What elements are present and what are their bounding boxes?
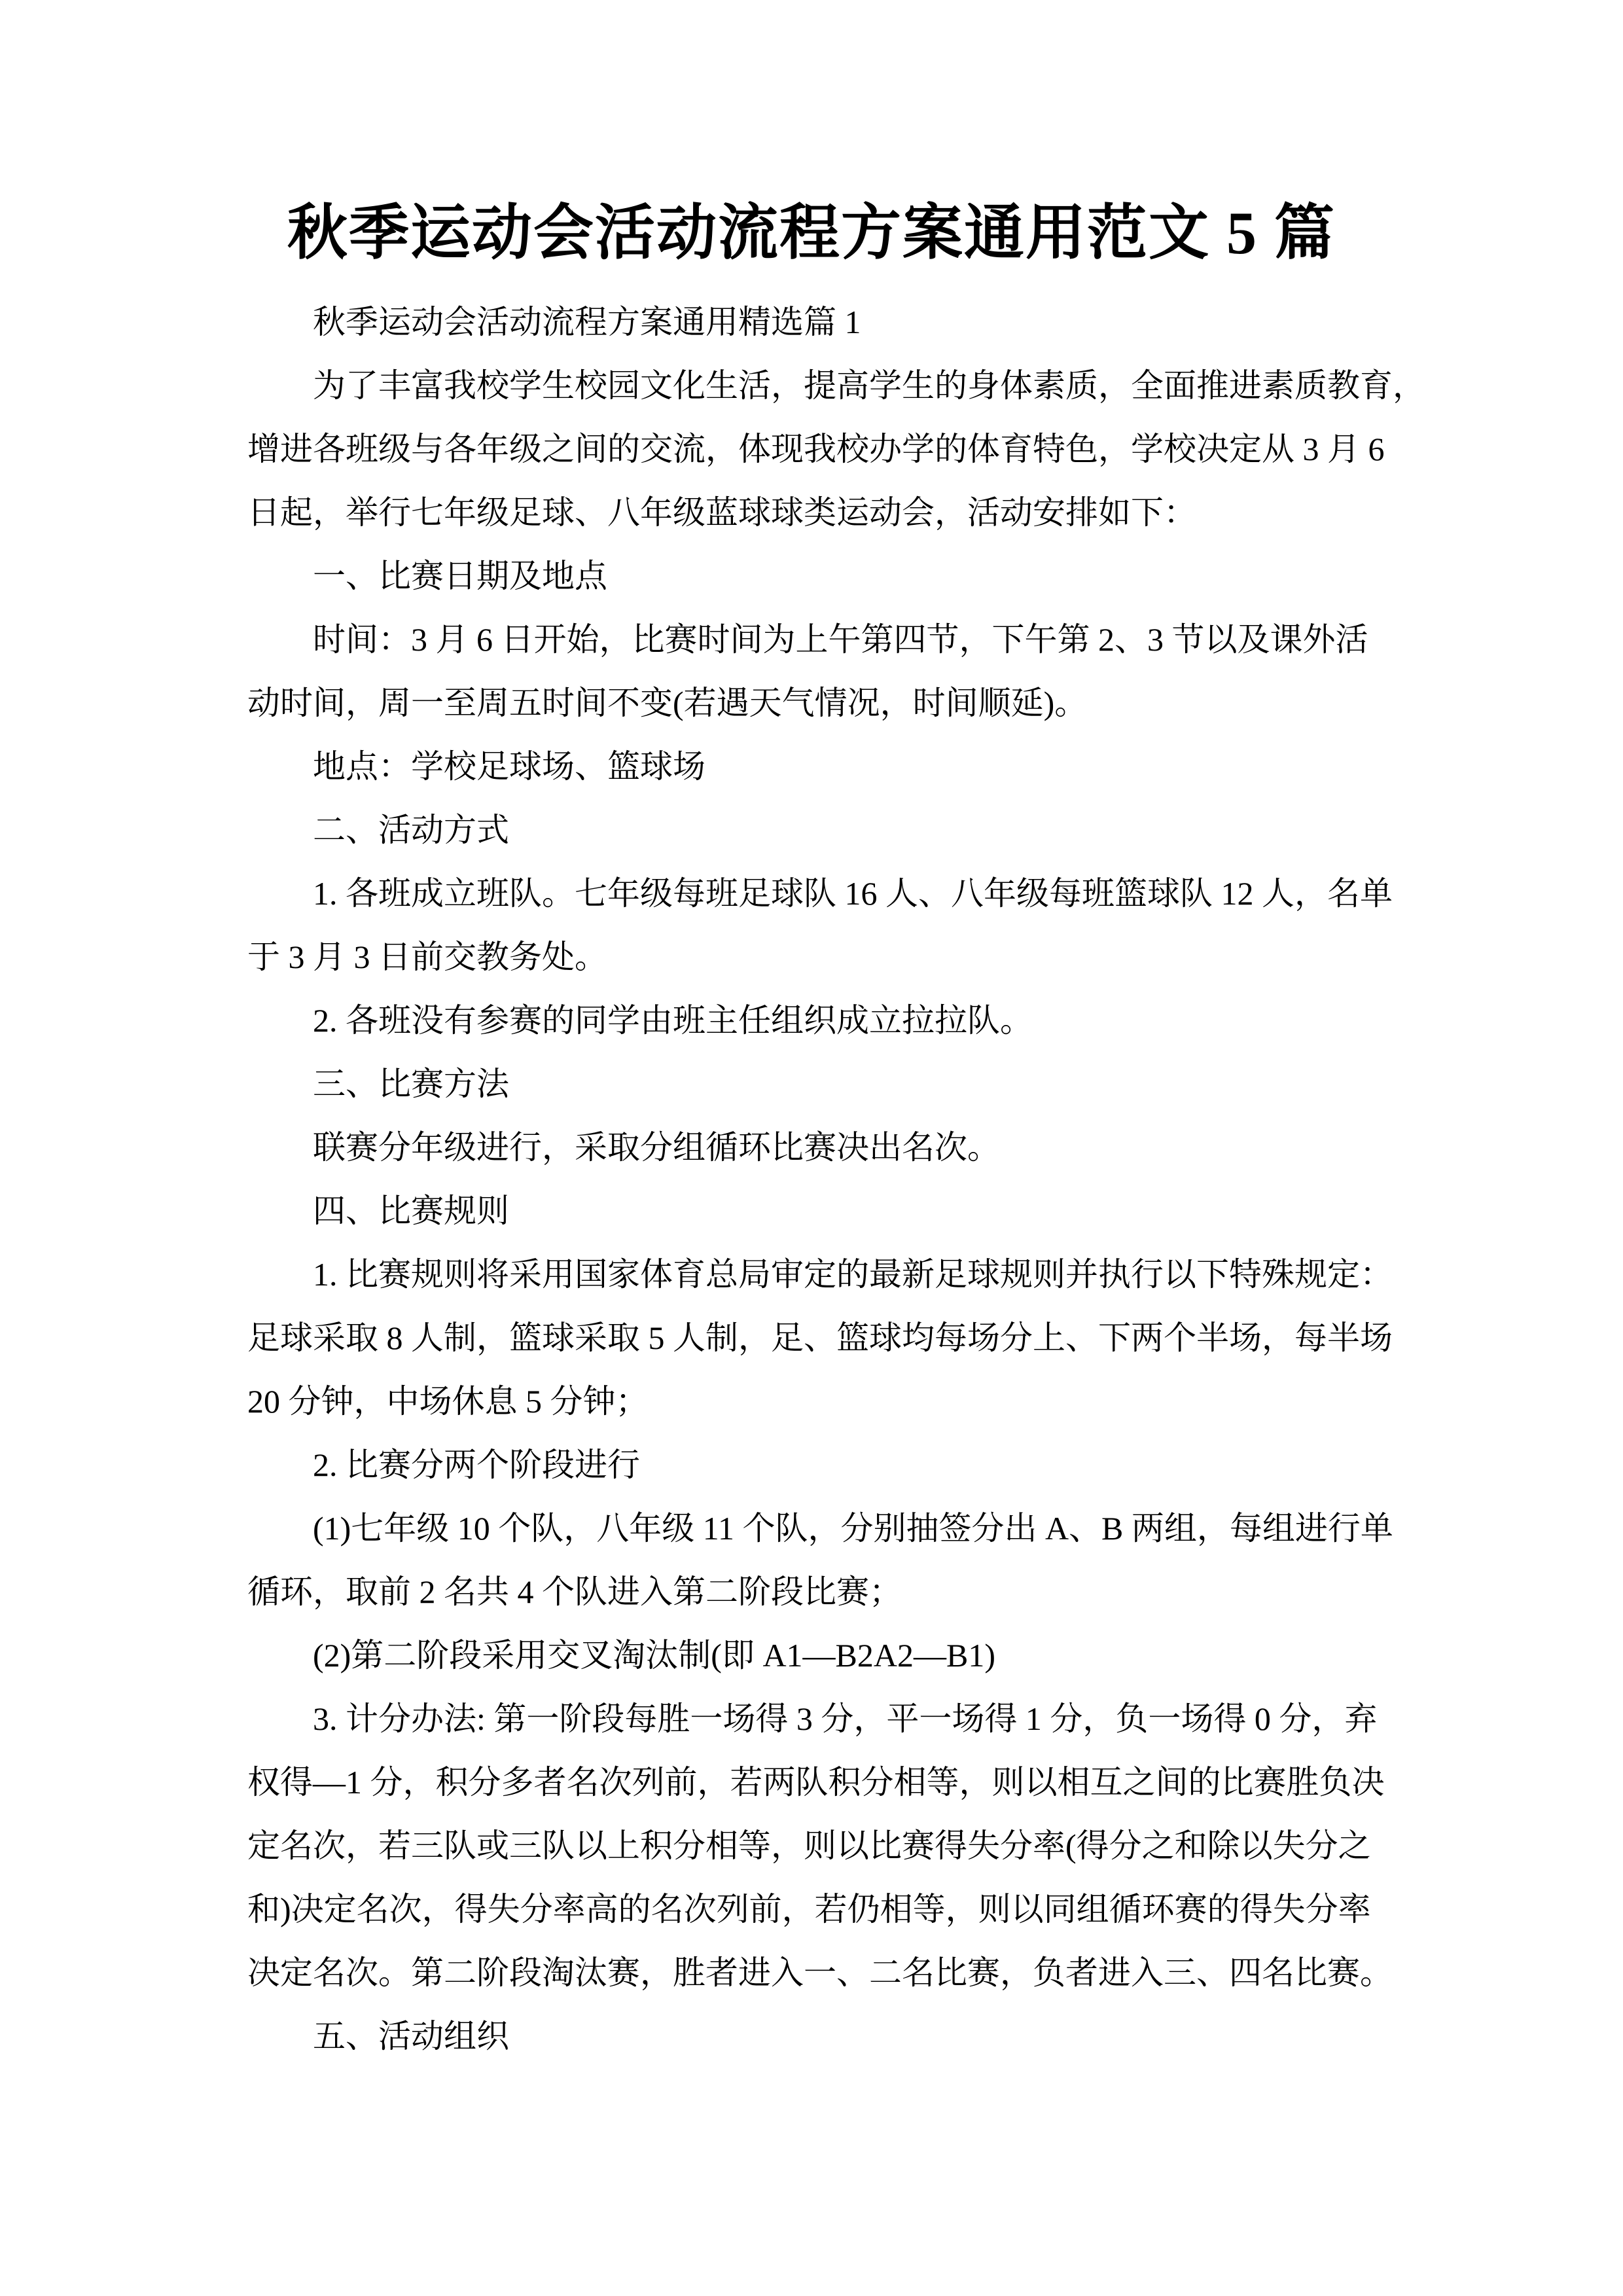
text-line: 循环，取前 2 名共 4 个队进入第二阶段比赛；	[247, 1573, 902, 1610]
text-line: 一、比赛日期及地点	[313, 558, 607, 594]
text-line: 秋季运动会活动流程方案通用精选篇 1	[313, 304, 861, 340]
text-line: 三、比赛方法	[313, 1066, 509, 1102]
text-line: 于 3 月 3 日前交教务处。	[247, 939, 607, 975]
text-line: 决定名次。第二阶段淘汰赛，胜者进入一、二名比赛，负者进入三、四名比赛。	[247, 1954, 1393, 1991]
text-line: 2. 各班没有参赛的同学由班主任组织成立拉拉队。	[313, 1002, 1033, 1039]
text-line: 日起，举行七年级足球、八年级蓝球球类运动会，活动安排如下：	[247, 494, 1196, 531]
text-line: 联赛分年级进行，采取分组循环比赛决出名次。	[313, 1129, 1000, 1166]
text-line: 3. 计分办法: 第一阶段每胜一场得 3 分，平一场得 1 分，负一场得 0 分，弃	[313, 1700, 1378, 1737]
text-line: 地点：学校足球场、篮球场	[313, 748, 705, 785]
document-body	[247, 291, 1425, 2068]
text-line: 定名次，若三队或三队以上积分相等，则以比赛得失分率(得分之和除以失分之	[247, 1827, 1371, 1864]
text-line: (1)七年级 10 个队，八年级 11 个队，分别抽签分出 A、B 两组，每组进行单	[313, 1510, 1393, 1547]
text-line: 五、活动组织	[313, 2018, 509, 2054]
text-line: 四、比赛规则	[313, 1193, 509, 1229]
text-line: 为了丰富我校学生校园文化生活，提高学生的身体素质，全面推进素质教育，	[313, 367, 1425, 404]
text-line: 2. 比赛分两个阶段进行	[313, 1446, 640, 1483]
text-line: 1. 各班成立班队。七年级每班足球队 16 人、八年级每班篮球队 12 人，名单	[313, 875, 1393, 912]
text-line: 和)决定名次，得失分率高的名次列前，若仍相等，则以同组循环赛的得失分率	[247, 1891, 1371, 1928]
text-line: 动时间，周一至周五时间不变(若遇天气情况，时间顺延)。	[247, 685, 1088, 721]
text-line: 足球采取 8 人制，篮球采取 5 人制，足、篮球均每场分上、下两个半场，每半场	[247, 1319, 1393, 1356]
text-line: 时间：3 月 6 日开始，比赛时间为上午第四节，下午第 2、3 节以及课外活	[313, 621, 1368, 658]
text-line: 增进各班级与各年级之间的交流，体现我校办学的体育特色，学校决定从 3 月 6	[247, 431, 1385, 467]
text-line: (2)第二阶段采用交叉淘汰制(即 A1—B2A2—B1)	[313, 1637, 996, 1674]
text-line: 20 分钟，中场休息 5 分钟；	[247, 1383, 649, 1420]
page-title: 秋季运动会活动流程方案通用范文 5 篇	[287, 200, 1336, 266]
text-line: 权得—1 分，积分多者名次列前，若两队积分相等，则以相互之间的比赛胜负决	[247, 1764, 1385, 1801]
text-line: 二、活动方式	[313, 812, 509, 848]
text-line: 1. 比赛规则将采用国家体育总局审定的最新足球规则并执行以下特殊规定：	[313, 1256, 1393, 1293]
